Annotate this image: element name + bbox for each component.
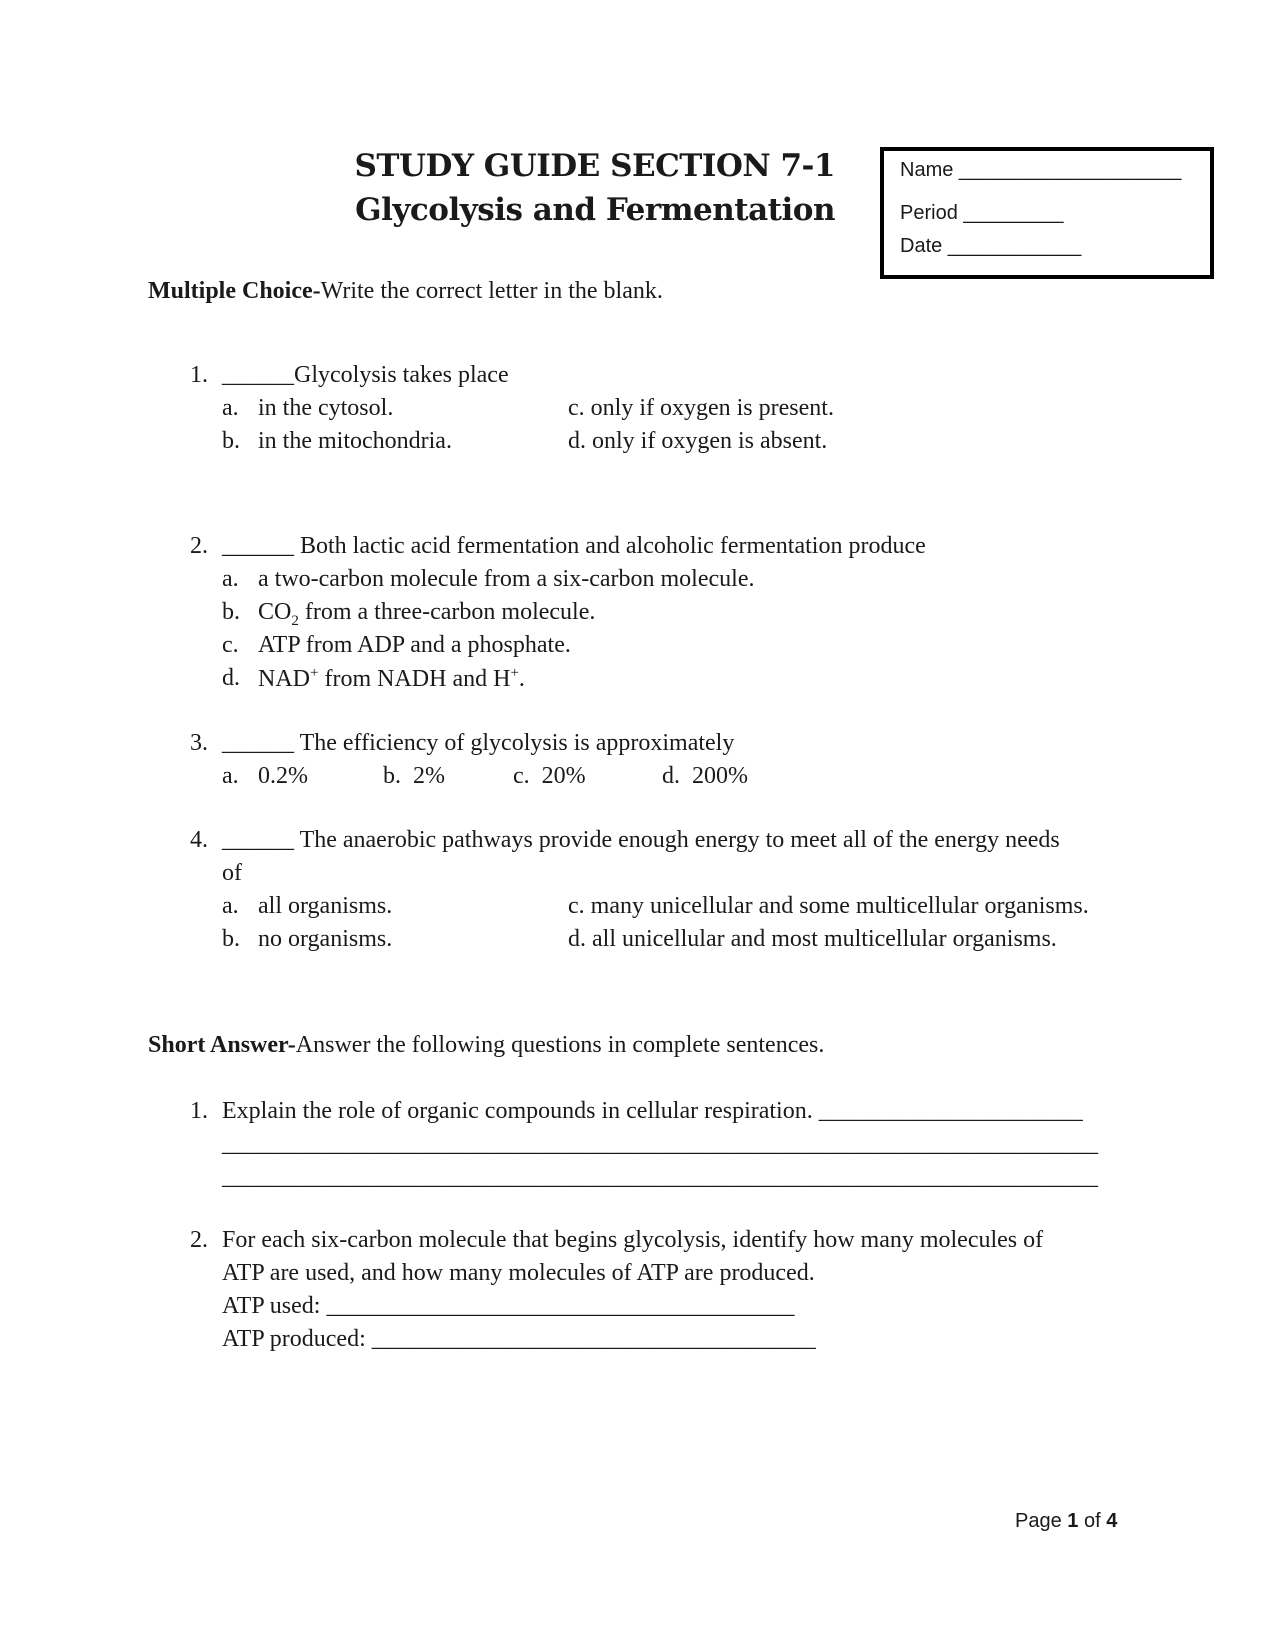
mc-q2-d-mid: from NADH and H [318, 666, 511, 692]
mc-q1-number: 1. [190, 362, 208, 388]
sa-heading-row [148, 1032, 824, 1059]
sa-q1-text[interactable]: Explain the role of organic compounds in cellular respiration. ______________________ [222, 1098, 1083, 1124]
mc-q3-a-text: 0.2% [258, 763, 308, 789]
page-total: 4 [1106, 1510, 1118, 1532]
page-word: Page [1015, 1510, 1068, 1532]
mc-q4-d-option: d. all unicellular and most multicellular organisms. [568, 926, 1057, 952]
mc-q1-b-text: in the mitochondria. [258, 428, 452, 454]
mc-q4-b-text: no organisms. [258, 926, 393, 952]
page-current: 1 [1067, 1510, 1079, 1532]
mc-q2-b-rest: from a three-carbon molecule. [298, 599, 596, 625]
mc-q2-a-text: a two-carbon molecule from a six-carbon molecule. [258, 566, 755, 592]
mc-q2-stem[interactable]: ______ Both lactic acid fermentation and alcoholic fermentation produce [222, 533, 926, 559]
mc-q2-d-text [258, 665, 525, 693]
of-word: of [1078, 1510, 1107, 1532]
date-field[interactable]: Date ____________ [900, 235, 1082, 257]
mc-heading-row [148, 278, 663, 305]
sa-q1-answer-line-3[interactable]: _________________________________________________________________________ [222, 1164, 1098, 1190]
period-field[interactable]: Period _________ [900, 202, 1064, 224]
mc-q4-stem[interactable]: ______ The anaerobic pathways provide enough energy to meet all of the energy needs [222, 827, 1060, 853]
atp-used-field[interactable]: ATP used: _______________________________________ [222, 1293, 795, 1319]
h-superscript: + [510, 665, 519, 681]
mc-q3-a-letter: a. [222, 763, 239, 789]
mc-q2-b-letter: b. [222, 599, 240, 625]
mc-q4-a-letter: a. [222, 893, 239, 919]
mc-q2-a-letter: a. [222, 566, 239, 592]
sa-heading: Short Answer- [148, 1032, 296, 1058]
page-number [1015, 1510, 1117, 1533]
mc-q4-stem-cont: of [222, 860, 242, 886]
nad-superscript: + [310, 665, 319, 681]
mc-q3-d-option: d. 200% [662, 763, 748, 789]
mc-q2-c-letter: c. [222, 632, 239, 658]
page-subtitle: Glycolysis and Fermentation [355, 192, 835, 228]
mc-q3-b-option: b. 2% [383, 763, 445, 789]
mc-q1-c-option: c. only if oxygen is present. [568, 395, 834, 421]
mc-q1-d-option: d. only if oxygen is absent. [568, 428, 828, 454]
mc-q1-b-letter: b. [222, 428, 240, 454]
mc-heading: Multiple Choice- [148, 278, 321, 304]
page-title: STUDY GUIDE SECTION 7-1 [354, 148, 835, 184]
mc-q4-a-text: all organisms. [258, 893, 393, 919]
mc-q3-stem[interactable]: ______ The efficiency of glycolysis is approximately [222, 730, 735, 756]
mc-q1-a-text: in the cytosol. [258, 395, 394, 421]
mc-instruction: Write the correct letter in the blank. [320, 278, 663, 304]
co2-subscript: 2 [291, 612, 299, 629]
mc-q1-stem[interactable]: ______Glycolysis takes place [222, 362, 509, 388]
mc-q4-number: 4. [190, 827, 208, 853]
mc-q4-c-option: c. many unicellular and some multicellular organisms. [568, 893, 1089, 919]
co2-text: CO [258, 599, 292, 625]
sa-q1-number: 1. [190, 1098, 208, 1124]
mc-q2-number: 2. [190, 533, 208, 559]
mc-q4-b-letter: b. [222, 926, 240, 952]
sa-q1-answer-line-2[interactable]: _________________________________________________________________________ [222, 1131, 1098, 1157]
mc-q2-d-end: . [518, 666, 525, 692]
mc-q2-d-letter: d. [222, 665, 240, 691]
name-field[interactable]: Name ____________________ [900, 159, 1182, 181]
sa-q2-text-line1: For each six-carbon molecule that begins glycolysis, identify how many molecules of [222, 1227, 1044, 1253]
mc-q3-c-option: c. 20% [513, 763, 586, 789]
sa-q2-number: 2. [190, 1227, 208, 1253]
mc-q2-c-text: ATP from ADP and a phosphate. [258, 632, 571, 658]
sa-instruction: Answer the following questions in complete sentences. [295, 1032, 825, 1058]
mc-q2-b-text [258, 599, 595, 630]
name-box [880, 147, 1214, 279]
nad-text: NAD [258, 666, 310, 692]
sa-q2-text-line2: ATP are used, and how many molecules of ATP are produced. [222, 1260, 815, 1286]
atp-produced-field[interactable]: ATP produced: _____________________________________ [222, 1326, 816, 1352]
mc-q1-a-letter: a. [222, 395, 239, 421]
mc-q3-number: 3. [190, 730, 208, 756]
